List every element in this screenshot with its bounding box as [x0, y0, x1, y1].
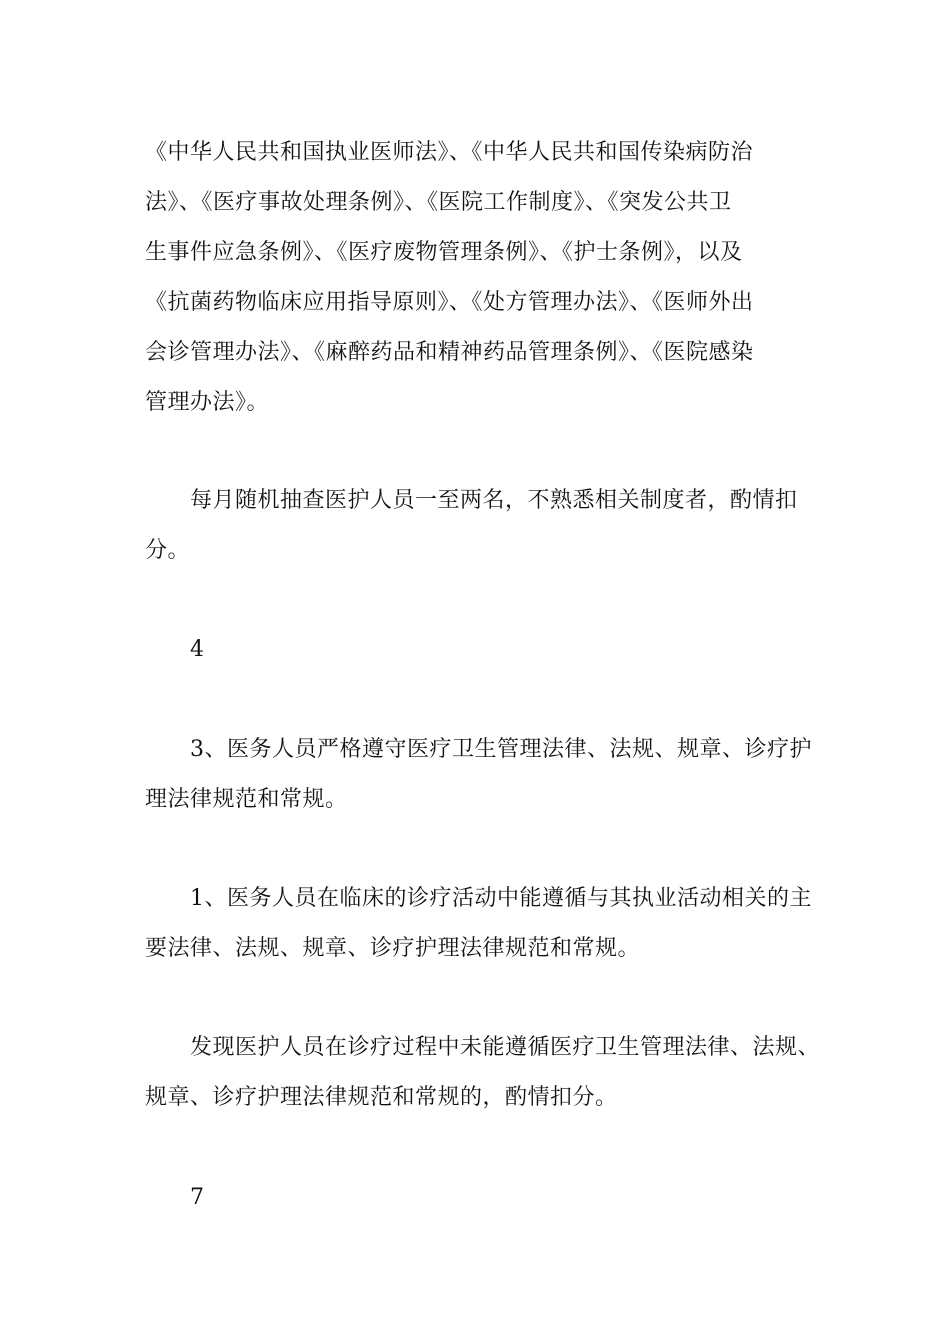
text-line: 理法律规范和常规。: [145, 787, 348, 812]
text-line: 1、医务人员在临床的诊疗活动中能遵循与其执业活动相关的主: [190, 886, 812, 911]
text-line: 生事件应急条例》、《医疗废物管理条例》、《护士条例》，以及: [145, 240, 743, 265]
text-line: 3、医务人员严格遵守医疗卫生管理法律、法规、规章、诊疗护: [190, 737, 812, 762]
text-line: 法》、《医疗事故处理条例》、《医院工作制度》、《突发公共卫: [145, 190, 732, 215]
text-line: 会诊管理办法》、《麻醉药品和精神药品管理条例》、《医院感染: [145, 340, 754, 365]
text-line: 要法律、法规、规章、诊疗护理法律规范和常规。: [145, 936, 641, 961]
text-line: 规章、诊疗护理法律规范和常规的，酌情扣分。: [145, 1085, 618, 1110]
score-value: 4: [190, 637, 205, 662]
text-line: 每月随机抽查医护人员一至两名，不熟悉相关制度者，酌情扣: [190, 488, 798, 513]
score-value: 7: [190, 1185, 205, 1210]
text-line: 管理办法》。: [145, 390, 270, 415]
text-line: 发现医护人员在诊疗过程中未能遵循医疗卫生管理法律、法规、: [190, 1035, 821, 1060]
text-line: 《抗菌药物临床应用指导原则》、《处方管理办法》、《医师外出: [145, 290, 754, 315]
text-line: 分。: [145, 538, 191, 563]
text-line: 《中华人民共和国执业医师法》、《中华人民共和国传染病防治: [145, 140, 754, 165]
